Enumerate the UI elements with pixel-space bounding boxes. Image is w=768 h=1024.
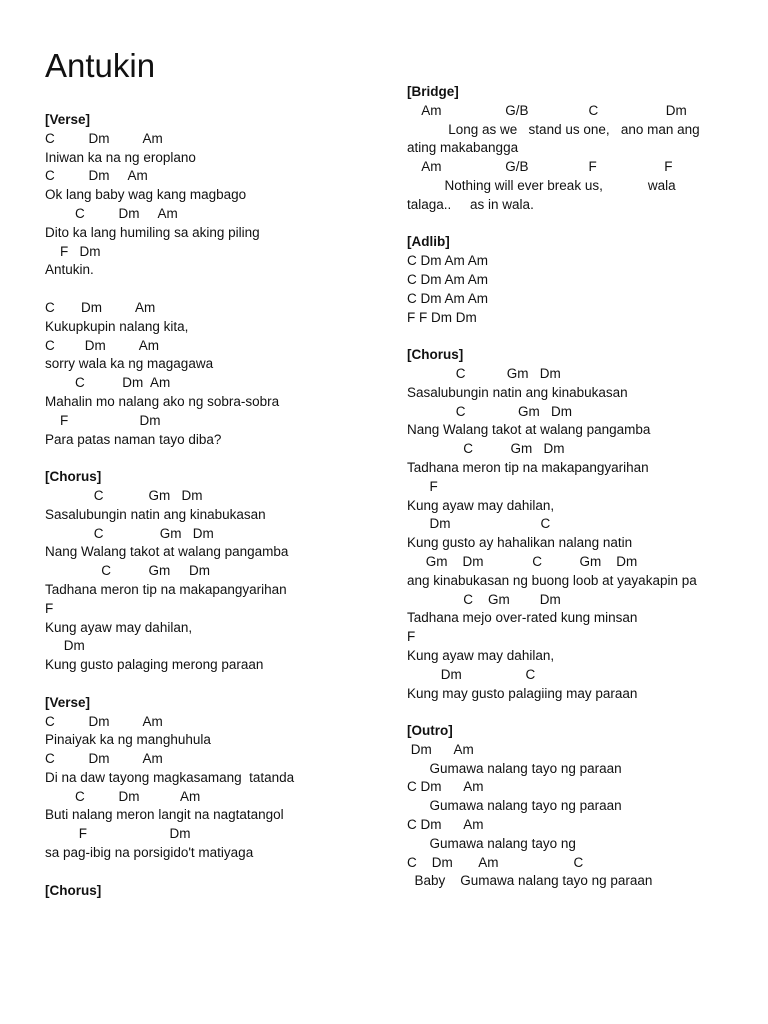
lyric-line: Buti nalang meron langit na nagtatangol [45, 807, 284, 823]
chord-line: C Dm Am [45, 788, 201, 804]
lyric-line: talaga.. as in wala. [407, 196, 534, 212]
chord-line: C Dm Am Am [407, 290, 489, 306]
chord-line: C Dm Am [45, 751, 163, 767]
lyric-line: Pinaiyak ka ng manghuhula [45, 732, 211, 748]
chord-line: C Gm Dm [407, 365, 561, 381]
chord-line: C Dm Am [45, 375, 171, 391]
lyric-line: Kung ayaw may dahilan, [45, 619, 193, 635]
chord-line: Dm Am [407, 741, 474, 757]
blank-line [45, 863, 385, 882]
chord-line: C Gm Dm [407, 441, 565, 457]
chord-line: C Dm Am [45, 205, 178, 221]
chord-line: C Gm Dm [407, 403, 573, 419]
chord-line: C Dm Am [407, 779, 484, 795]
lyric-line: Sasalubungin natin ang kinabukasan [407, 384, 628, 400]
lyric-line: Di na daw tayong magkasamang tatanda [45, 769, 295, 785]
lyric-line: Baby Gumawa nalang tayo ng paraan [407, 873, 653, 889]
chord-line: F Dm [45, 243, 101, 259]
lyric-line: Kung ayaw may dahilan, [407, 497, 555, 513]
chord-line: C Gm Dm [45, 525, 214, 541]
lyric-line: Nothing will ever break us, wala [407, 177, 676, 193]
chord-line: F [407, 629, 416, 645]
chord-line: C Dm Am Am [407, 253, 489, 269]
lyric-line: Nang Walang takot at walang pangamba [45, 544, 289, 560]
chord-line: C Gm Dm [45, 563, 211, 579]
chord-line: Dm [45, 638, 85, 654]
section-header: [Adlib] [407, 234, 450, 250]
lyric-line: Para patas naman tayo diba? [45, 431, 222, 447]
left-column [45, 111, 385, 900]
chord-line: F F Dm Dm [407, 309, 477, 325]
section-header: [Verse] [45, 694, 91, 710]
chord-line: Am G/B F F [407, 159, 673, 175]
chord-line: F [45, 600, 54, 616]
section-header: [Bridge] [407, 84, 459, 99]
lyric-line: ating makabangga [407, 140, 519, 156]
section-header: [Verse] [45, 112, 91, 127]
lyric-line: Sasalubungin natin ang kinabukasan [45, 506, 266, 522]
chord-line: C Dm Am [45, 168, 148, 184]
section-header: [Outro] [407, 723, 453, 739]
lyric-line: Kung gusto ay hahalikan nalang natin [407, 535, 633, 551]
chord-line: Gm Dm C Gm Dm [407, 553, 638, 569]
lyric-line: Iniwan ka na ng eroplano [45, 149, 196, 165]
chord-line: C Dm Am [45, 299, 156, 315]
chord-line: Dm C [407, 516, 551, 532]
lyric-line: Kukupkupin nalang kita, [45, 318, 189, 334]
chord-line: Am G/B C Dm [407, 102, 687, 118]
lyric-line: sorry wala ka ng magagawa [45, 356, 214, 372]
chord-line: C Dm Am [45, 337, 160, 353]
blank-line [45, 449, 385, 468]
lyric-line: Mahalin mo nalang ako ng sobra-sobra [45, 393, 280, 409]
chord-line: F Dm [45, 826, 191, 842]
blank-line [407, 327, 747, 346]
lyric-line: Ok lang baby wag kang magbago [45, 187, 247, 203]
chord-line: C Dm Am [45, 130, 163, 146]
blank-line [407, 703, 747, 722]
lyric-line: Gumawa nalang tayo ng paraan [407, 798, 622, 814]
lyric-line: Long as we stand us one, ano man ang [407, 121, 700, 137]
blank-line [407, 215, 747, 234]
section-header: [Chorus] [45, 469, 102, 485]
chord-line: C Gm Dm [407, 591, 561, 607]
chord-line: C Dm Am C [407, 854, 584, 870]
lyric-line: Kung may gusto palagiing may paraan [407, 685, 638, 701]
chord-line: F Dm [45, 412, 161, 428]
section-header: [Chorus] [407, 347, 464, 363]
chord-line: C Dm Am [407, 817, 484, 833]
chord-line: C Dm Am [45, 713, 163, 729]
lyric-line: Nang Walang takot at walang pangamba [407, 422, 651, 438]
song-title: Antukin [45, 47, 156, 84]
lyric-line: Kung gusto palaging merong paraan [45, 657, 264, 673]
blank-line [45, 280, 385, 299]
chord-line: Dm C [407, 666, 536, 682]
chord-line: F [407, 478, 438, 494]
chord-line: C Dm Am Am [407, 271, 489, 287]
right-column [407, 83, 747, 891]
lyric-line: Tadhana meron tip na makapangyarihan [407, 459, 649, 475]
lyric-line: Gumawa nalang tayo ng [407, 835, 576, 851]
lyric-line: Tadhana mejo over-rated kung minsan [407, 610, 638, 626]
blank-line [45, 675, 385, 694]
lyric-line: ang kinabukasan ng buong loob at yayakapin pa [407, 572, 697, 588]
lyric-line: Gumawa nalang tayo ng paraan [407, 760, 622, 776]
lyric-line: sa pag-ibig na porsigido't matiyaga [45, 845, 254, 861]
chord-line: C Gm Dm [45, 487, 203, 503]
lyric-line: Antukin. [45, 262, 94, 278]
section-header: [Chorus] [45, 882, 102, 898]
lyric-line: Dito ka lang humiling sa aking piling [45, 224, 260, 240]
lyric-line: Tadhana meron tip na makapangyarihan [45, 581, 287, 597]
lyric-line: Kung ayaw may dahilan, [407, 647, 555, 663]
